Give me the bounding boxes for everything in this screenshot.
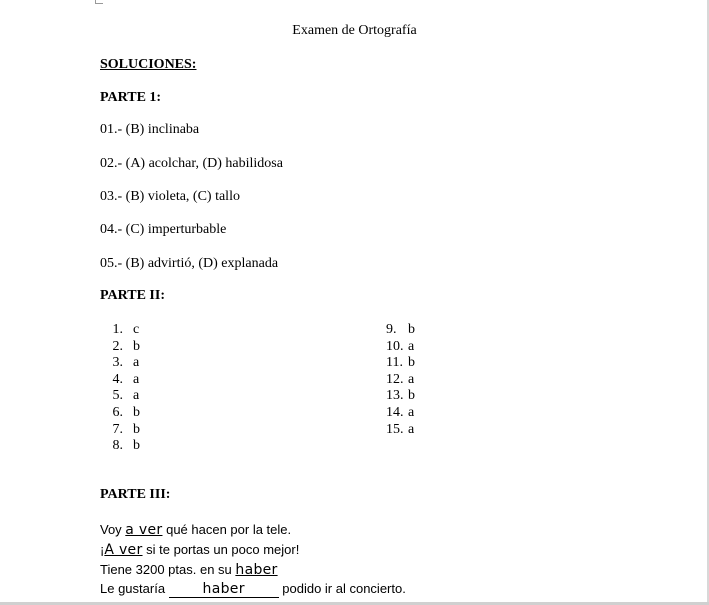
parte3-sentence-2	[100, 540, 299, 560]
parte2-column-right	[386, 322, 415, 438]
filled-answer: a ver	[125, 522, 163, 538]
parte3-sentence-1	[100, 520, 291, 540]
answer-row	[386, 372, 415, 389]
document-title: Examen de Ortografía	[292, 23, 417, 38]
sentence-text: Le gustaría	[100, 581, 169, 596]
parte1-item: 03.- (B) violeta, (C) tallo	[100, 189, 240, 204]
answer-row	[101, 339, 140, 356]
answer-number: 4.	[112, 371, 123, 387]
parte1-heading: PARTE 1:	[100, 90, 162, 105]
filled-answer: A ver	[104, 542, 143, 558]
answer-letter: c	[133, 322, 140, 337]
answer-number: 13.	[386, 388, 404, 404]
answer-letter: a	[133, 371, 140, 387]
answer-number: 5.	[112, 388, 123, 404]
answer-number: 9.	[386, 322, 397, 337]
answer-number: 2.	[112, 338, 123, 354]
answer-number: 1.	[112, 322, 123, 337]
answer-row	[101, 322, 140, 339]
answer-letter: a	[133, 388, 140, 404]
answer-letter: a	[408, 371, 415, 387]
answer-row	[101, 372, 140, 389]
answer-letter: b	[408, 322, 415, 337]
answer-row	[101, 355, 140, 372]
answer-letter: a	[133, 355, 140, 371]
answer-letter: a	[408, 338, 415, 354]
parte3-sentence-4	[100, 579, 406, 598]
answer-letter: b	[133, 404, 140, 420]
answer-letter: b	[408, 388, 415, 404]
answer-row	[386, 422, 415, 439]
filled-answer: haber	[202, 581, 245, 597]
answer-row	[101, 438, 140, 455]
parte1-item: 04.- (C) imperturbable	[100, 222, 227, 237]
answer-letter: b	[133, 438, 140, 454]
answer-number: 15.	[386, 421, 404, 437]
answer-row	[386, 405, 415, 422]
answer-row	[386, 388, 415, 405]
soluciones-heading: SOLUCIONES:	[100, 57, 197, 72]
sentence-text: ¡	[100, 542, 105, 557]
answer-row	[101, 405, 140, 422]
answer-number: 6.	[112, 404, 123, 420]
answer-number: 12.	[386, 371, 404, 387]
answer-row	[386, 339, 415, 356]
answer-number: 10.	[386, 338, 404, 354]
answer-blank	[169, 581, 279, 598]
answer-letter: a	[408, 404, 415, 420]
sentence-text: Voy	[100, 522, 126, 537]
filled-answer: haber	[235, 562, 278, 578]
page-corner-mark	[95, 0, 103, 4]
sentence-text: si te portas un poco mejor!	[142, 542, 300, 557]
answer-letter: b	[408, 355, 415, 371]
parte2-heading: PARTE II:	[100, 288, 165, 303]
answer-row	[386, 355, 415, 372]
parte1-item: 01.- (B) inclinaba	[100, 122, 200, 137]
answer-letter: b	[133, 338, 140, 354]
parte1-item: 05.- (B) advirtió, (D) explanada	[100, 256, 279, 271]
answer-number: 7.	[112, 421, 123, 437]
answer-number: 8.	[112, 438, 123, 454]
sentence-text: podido ir al concierto.	[278, 581, 406, 596]
answer-letter: b	[133, 421, 140, 437]
parte1-item: 02.- (A) acolchar, (D) habilidosa	[100, 156, 283, 171]
sentence-text: Tiene 3200 ptas. en su	[100, 562, 236, 577]
answer-row	[386, 322, 415, 339]
parte3-heading: PARTE III:	[100, 487, 171, 502]
parte3-sentence-3	[100, 560, 278, 580]
answer-letter: a	[408, 421, 415, 437]
answer-row	[101, 388, 140, 405]
answer-number: 11.	[386, 355, 403, 371]
sentence-text: qué hacen por la tele.	[162, 522, 292, 537]
parte2-column-left	[101, 322, 140, 455]
answer-row	[101, 422, 140, 439]
answer-number: 3.	[112, 355, 123, 371]
answer-number: 14.	[386, 404, 404, 420]
